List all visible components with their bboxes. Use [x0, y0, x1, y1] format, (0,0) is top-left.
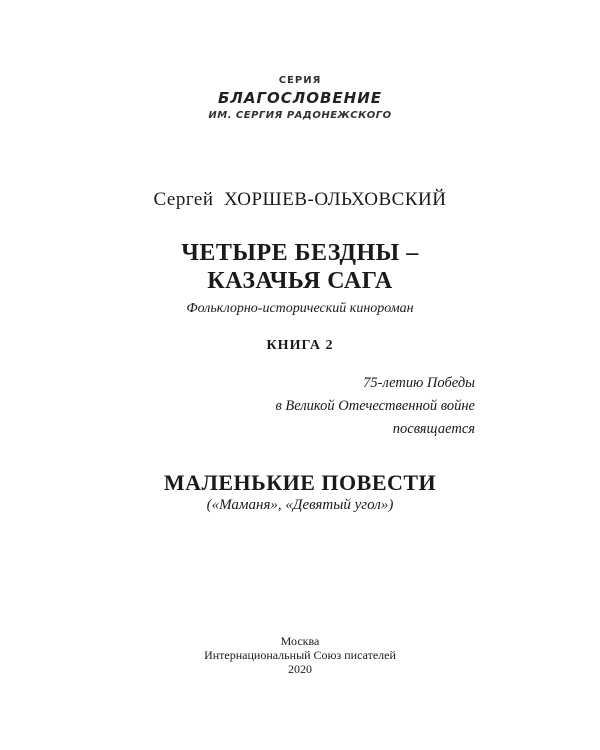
series-name: БЛАГОСЛОВЕНИЕ: [217, 89, 383, 107]
book-title-line-1: ЧЕТЫРЕ БЕЗДНЫ –: [181, 240, 419, 266]
dedication-line-3: посвящается: [392, 421, 475, 437]
dedication: [275, 372, 475, 441]
imprint: [0, 634, 600, 676]
imprint-publisher: Интернациональный Союз писателей: [204, 648, 396, 662]
author-name: Сергей ХОРШЕВ-ОЛЬХОВСКИЙ: [153, 189, 447, 210]
dedication-line-1: 75-летию Победы: [363, 375, 475, 391]
book-genre-subtitle: Фольклорно-исторический кинороман: [186, 301, 414, 316]
series-label: СЕРИЯ: [278, 75, 322, 86]
stories-title: МАЛЕНЬКИЕ ПОВЕСТИ: [163, 470, 437, 495]
book-title-line-2: КАЗАЧЬЯ САГА: [207, 268, 393, 294]
series-subtitle: ИМ. СЕРГИЯ РАДОНЕЖСКОГО: [208, 110, 392, 121]
stories-subtitle: («Маманя», «Девятый угол»): [206, 497, 394, 513]
imprint-year: 2020: [288, 662, 312, 676]
dedication-line-2: в Великой Отечественной войне: [275, 398, 475, 414]
imprint-city: Москва: [280, 634, 320, 648]
book-number: КНИГА 2: [266, 338, 334, 353]
